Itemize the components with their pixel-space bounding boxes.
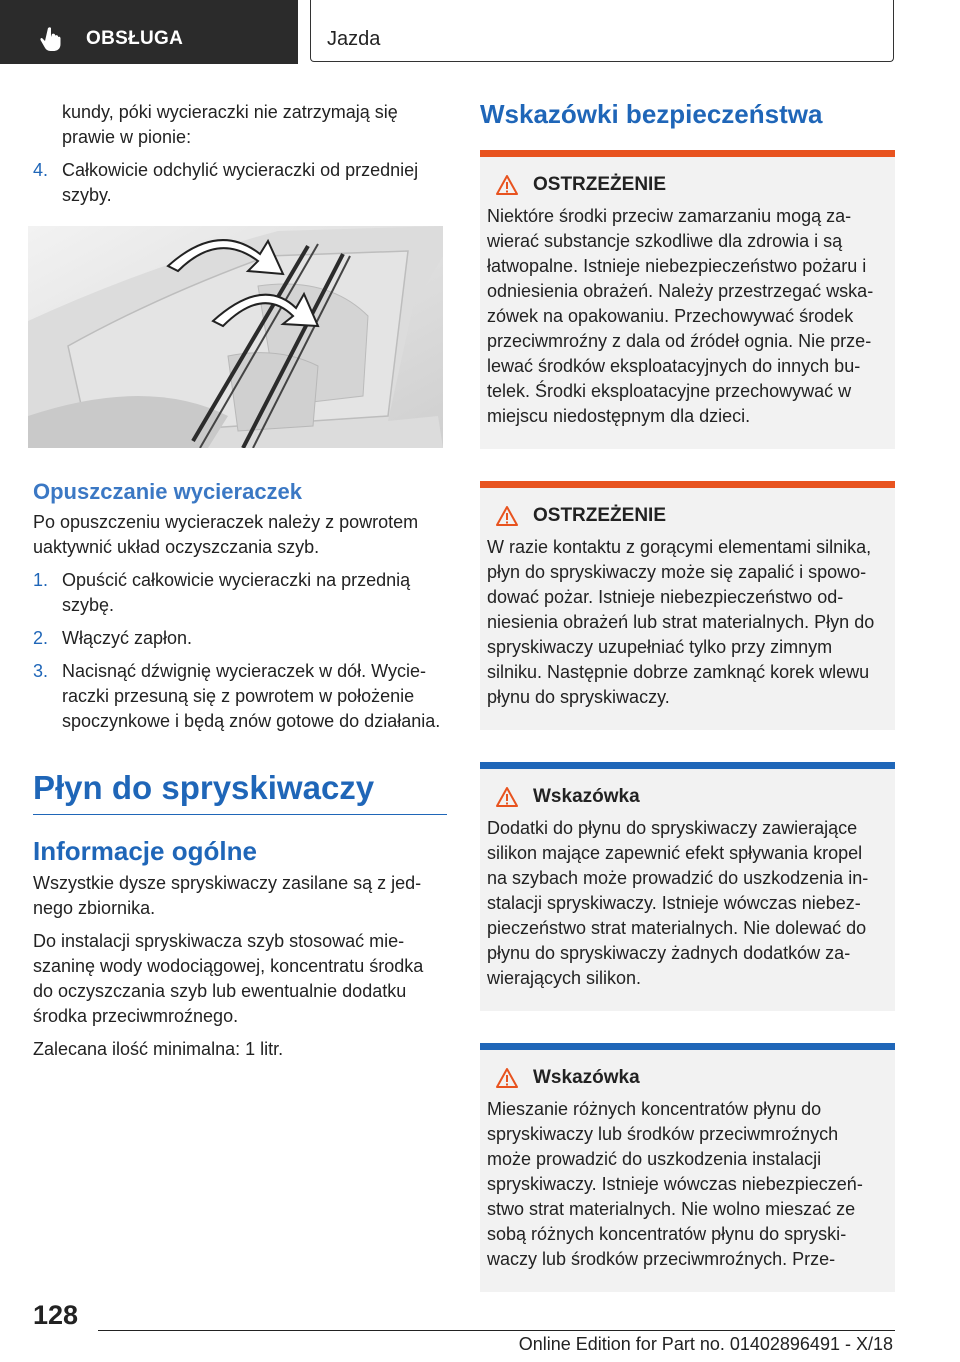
section-label: OBSŁUGA bbox=[86, 28, 184, 49]
left-column-top bbox=[33, 100, 447, 216]
fluid-paragraph: Wszystkie dysze spryskiwaczy zasilane są z jednego zbiornika. bbox=[33, 873, 422, 918]
right-column bbox=[480, 98, 895, 1324]
box-title bbox=[495, 174, 887, 196]
section-tab bbox=[0, 0, 298, 64]
step-number: 1. bbox=[33, 570, 49, 590]
step-number: 4. bbox=[33, 160, 49, 180]
box-color-bar bbox=[480, 481, 895, 488]
box-color-bar bbox=[480, 150, 895, 157]
box-text: Mieszanie różnych koncentratów płynu do spryskiwaczy lub środków przeciwmroźnych może prowadzić do uszkodzenia instalacji spryskiwaczy. Istnieje wówczas niebezpieczeństwo strat materialnych. Nie wolno mieszać ze sobą różnych koncentratów płynu do spryskiwaczy lub środków przeciwmroźnych. Prze- bbox=[487, 1099, 863, 1269]
box-title-text: Wskazówka bbox=[533, 1067, 640, 1088]
warning-box bbox=[480, 481, 895, 730]
chapter-tab bbox=[310, 0, 894, 62]
left-column-bottom bbox=[33, 478, 447, 1070]
box-text: Dodatki do płynu do spryskiwaczy zawierające silikon mające zapewnić efekt spływania kropel na szybach może prowadzić do uszkodzenia instalacji spryskiwaczy. Istnieje wówczas niebezpieczeństwo strat materialnych. Nie dolewać do płynu do spryskiwaczy żadnych dodatków zawierających silikon. bbox=[487, 818, 869, 988]
list-item bbox=[33, 626, 447, 651]
safety-heading: Wskazówki bezpieczeństwa bbox=[480, 99, 823, 129]
warning-box bbox=[480, 150, 895, 449]
fluid-heading: Płyn do spryskiwaczy bbox=[33, 769, 375, 806]
box-title-text: Wskazówka bbox=[533, 786, 640, 807]
step-4 bbox=[33, 158, 447, 208]
footer-rule bbox=[98, 1330, 895, 1331]
box-color-bar bbox=[480, 1043, 895, 1050]
chapter-label: Jazda bbox=[327, 28, 381, 50]
heading-rule bbox=[33, 814, 447, 815]
step-number: 2. bbox=[33, 628, 49, 648]
list-item bbox=[33, 568, 447, 618]
wiper-illustration bbox=[28, 226, 443, 448]
edition-footer: Online Edition for Part no. 01402896491 - X/18 bbox=[518, 1334, 893, 1354]
box-title-text: OSTRZEŻENIE bbox=[533, 505, 667, 526]
box-title bbox=[495, 786, 887, 808]
warning-triangle-icon bbox=[495, 1067, 519, 1089]
warning-triangle-icon bbox=[495, 786, 519, 808]
warning-triangle-icon bbox=[495, 174, 519, 196]
fluid-paragraph: Zalecana ilość minimalna: 1 litr. bbox=[33, 1039, 284, 1059]
windshield-wipers-image bbox=[28, 226, 443, 448]
box-title bbox=[495, 1067, 887, 1089]
fluid-paragraph: Do instalacji spryskiwacza szyb stosować mieszaninę wody wodociągowej, koncentratu środka do oczyszczania szyb lub ewentualnie dodatku środka przeciwmroźnego. bbox=[33, 931, 424, 1026]
warning-triangle-icon bbox=[495, 505, 519, 527]
step-continuation: kundy, póki wycieraczki nie zatrzymają się prawie w pionie: bbox=[62, 102, 398, 147]
note-box bbox=[480, 762, 895, 1011]
general-info-heading: Informacje ogólne bbox=[33, 836, 257, 866]
hand-pointer-icon bbox=[40, 26, 64, 52]
lowering-intro: Po opuszczeniu wycieraczek należy z powrotem uaktywnić układ oczyszczania szyb. bbox=[33, 512, 419, 557]
box-title bbox=[495, 505, 887, 527]
box-text: W razie kontaktu z gorącymi elementami silnika, płyn do spryskiwaczy może się zapalić i spowodować pożar. Istnieje niebezpieczeństwo odniesienia obrażeń lub strat materialnych. Płyn do spryskiwaczy uzupełniać tylko przy zimnym silniku. Następnie dobrze zamknąć korek wlewu płynu do spryskiwaczy. bbox=[487, 537, 875, 707]
box-color-bar bbox=[480, 762, 895, 769]
note-box bbox=[480, 1043, 895, 1292]
box-title-text: OSTRZEŻENIE bbox=[533, 174, 667, 195]
step-text: Włączyć zapłon. bbox=[62, 628, 193, 648]
step-number: 3. bbox=[33, 661, 49, 681]
step-text: Całkowicie odchylić wycieraczki od przedniej szyby. bbox=[62, 160, 419, 205]
lowering-heading: Opuszczanie wycieraczek bbox=[33, 479, 303, 504]
box-text: Niektóre środki przeciw zamarzaniu mogą zawierać substancje szkodliwe dla zdrowia i są łatwopalne. Istnieje niebezpieczeństwo pożaru i odniesienia obrażeń. Należy przestrzegać wskazówek na opakowaniu. Przechowywać środek przeciwmroźny z dala od źródeł ognia. Nie przelewać środków eksploatacyjnych do innych butelek. Środki eksploatacyjne przechowywać w miejscu niedostępnym dla dzieci. bbox=[487, 206, 874, 426]
step-text: Nacisnąć dźwignię wycieraczek w dół. Wycieraczki przesuną się z powrotem w położenie spoczynkowe i będą znów gotowe do działania. bbox=[62, 661, 441, 731]
page-number: 128 bbox=[33, 1300, 79, 1330]
list-item bbox=[33, 659, 447, 734]
step-text: Opuścić całkowicie wycieraczki na przednią szybę. bbox=[62, 570, 411, 615]
